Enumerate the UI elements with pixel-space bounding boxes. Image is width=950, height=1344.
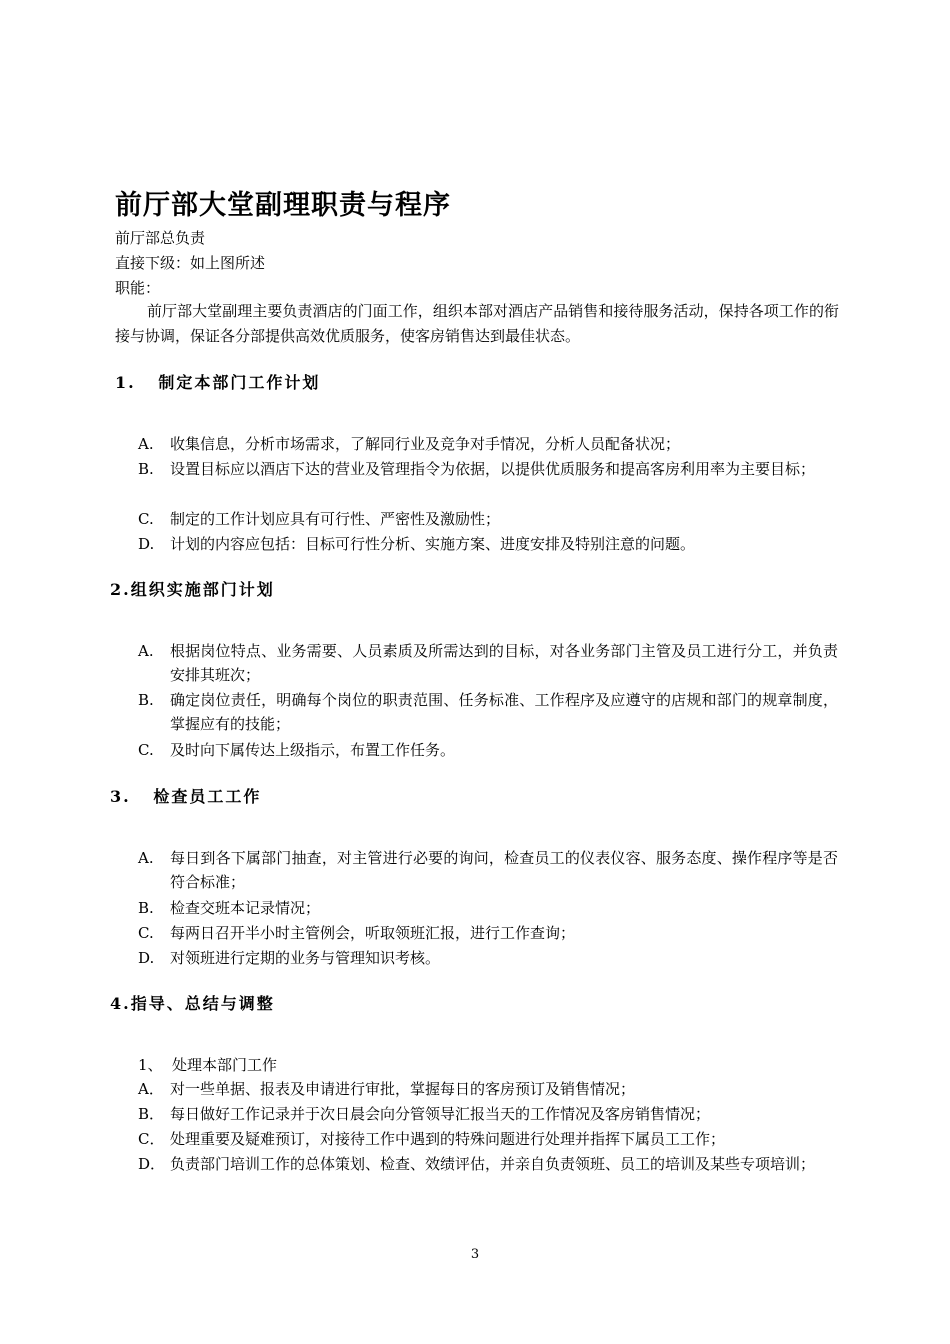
page-number: 3: [470, 1247, 480, 1262]
list-item: [138, 432, 838, 456]
section-title: 检查员工工作: [153, 787, 262, 806]
list-item: [138, 921, 838, 945]
item-marker: D．: [138, 1155, 166, 1173]
item-text: 确定岗位责任，明确每个岗位的职责范围、任务标准、工作程序及应遵守的店规和部门的规章制度，掌握应有的技能；: [170, 691, 838, 733]
section-title: 制定本部门工作计划: [158, 373, 321, 392]
section-number: 1.: [115, 373, 136, 392]
item-marker: A.: [138, 642, 154, 660]
item-marker: D.: [138, 535, 155, 553]
function-label: 职能：: [115, 279, 161, 297]
function-paragraph: 前厅部大堂副理主要负责酒店的门面工作，组织本部对酒店产品销售和接待服务活动，保持各项工作的衔接与协调，保证各分部提供高效优质服务，使客房销售达到最佳状态。: [115, 302, 839, 345]
list-item: [138, 532, 838, 556]
item-text: 每两日召开半小时主管例会，听取领班汇报，进行工作查询；: [170, 924, 576, 942]
item-text: 根据岗位特点、业务需要、人员素质及所需达到的目标，对各业务部门主管及员工进行分工，并负责安排其班次；: [170, 642, 838, 684]
list-item: [138, 946, 838, 970]
section-title: 指导、总结与调整: [130, 994, 275, 1013]
list-item: [138, 639, 838, 687]
item-text: 对一些单据、报表及申请进行审批，掌握每日的客房预订及销售情况；: [170, 1080, 636, 1098]
section-heading: [110, 994, 275, 1014]
item-marker: 1、: [138, 1056, 163, 1074]
list-item: [138, 457, 838, 481]
item-marker: A.: [138, 435, 154, 453]
item-text: 收集信息，分析市场需求，了解同行业及竞争对手情况，分析人员配备状况；: [170, 435, 681, 453]
item-marker: C.: [138, 924, 154, 942]
item-text: 每日到各下属部门抽查，对主管进行必要的询问，检查员工的仪表仪容、服务态度、操作程序等是否符合标准；: [170, 849, 838, 891]
section-heading: [115, 373, 320, 393]
list-item: [138, 896, 838, 920]
reports-to: 前厅部总负责: [115, 229, 206, 247]
section-number: 4.: [110, 994, 131, 1013]
section-heading: [110, 787, 261, 807]
item-marker: A．: [138, 1080, 164, 1098]
item-marker: C.: [138, 741, 154, 759]
item-marker: B.: [138, 691, 154, 709]
item-text: 处理本部门工作: [172, 1056, 278, 1074]
item-text: 处理重要及疑难预订，对接待工作中遇到的特殊问题进行处理并指挥下属员工工作；: [170, 1130, 726, 1148]
section-number: 2.: [110, 580, 131, 599]
item-text: 制定的工作计划应具有可行性、严密性及激励性；: [170, 510, 501, 528]
list-item: [138, 1077, 838, 1101]
list-item: [138, 688, 838, 736]
list-item: [138, 846, 838, 894]
list-item: [138, 738, 838, 762]
item-text: 对领班进行定期的业务与管理知识考核。: [170, 949, 441, 967]
list-item: [138, 1127, 838, 1151]
item-text: 设置目标应以酒店下达的营业及管理指令为依据，以提供优质服务和提高客房利用率为主要目标；: [170, 460, 816, 478]
section-title: 组织实施部门计划: [130, 580, 275, 599]
document-title: 前厅部大堂副理职责与程序: [115, 190, 451, 221]
list-item: [138, 1102, 838, 1126]
item-text: 计划的内容应包括：目标可行性分析、实施方案、进度安排及特别注意的问题。: [170, 535, 696, 553]
list-item: [138, 507, 838, 531]
subordinates: 直接下级：如上图所述: [115, 254, 266, 272]
item-text: 负责部门培训工作的总体策划、检查、效绩评估，并亲自负责领班、员工的培训及某些专项培训；: [170, 1155, 816, 1173]
section-number: 3.: [110, 787, 131, 806]
section-heading: [110, 580, 275, 600]
item-marker: B.: [138, 899, 154, 917]
item-text: 检查交班本记录情况；: [170, 899, 321, 917]
sub-heading: [138, 1053, 838, 1077]
item-marker: C．: [138, 1130, 165, 1148]
item-marker: B．: [138, 1105, 165, 1123]
item-text: 每日做好工作记录并于次日晨会向分管领导汇报当天的工作情况及客房销售情况；: [170, 1105, 711, 1123]
item-marker: B.: [138, 460, 154, 478]
item-marker: A.: [138, 849, 154, 867]
item-text: 及时向下属传达上级指示，布置工作任务。: [170, 741, 456, 759]
list-item: [138, 1152, 838, 1176]
item-marker: D.: [138, 949, 155, 967]
item-marker: C.: [138, 510, 154, 528]
